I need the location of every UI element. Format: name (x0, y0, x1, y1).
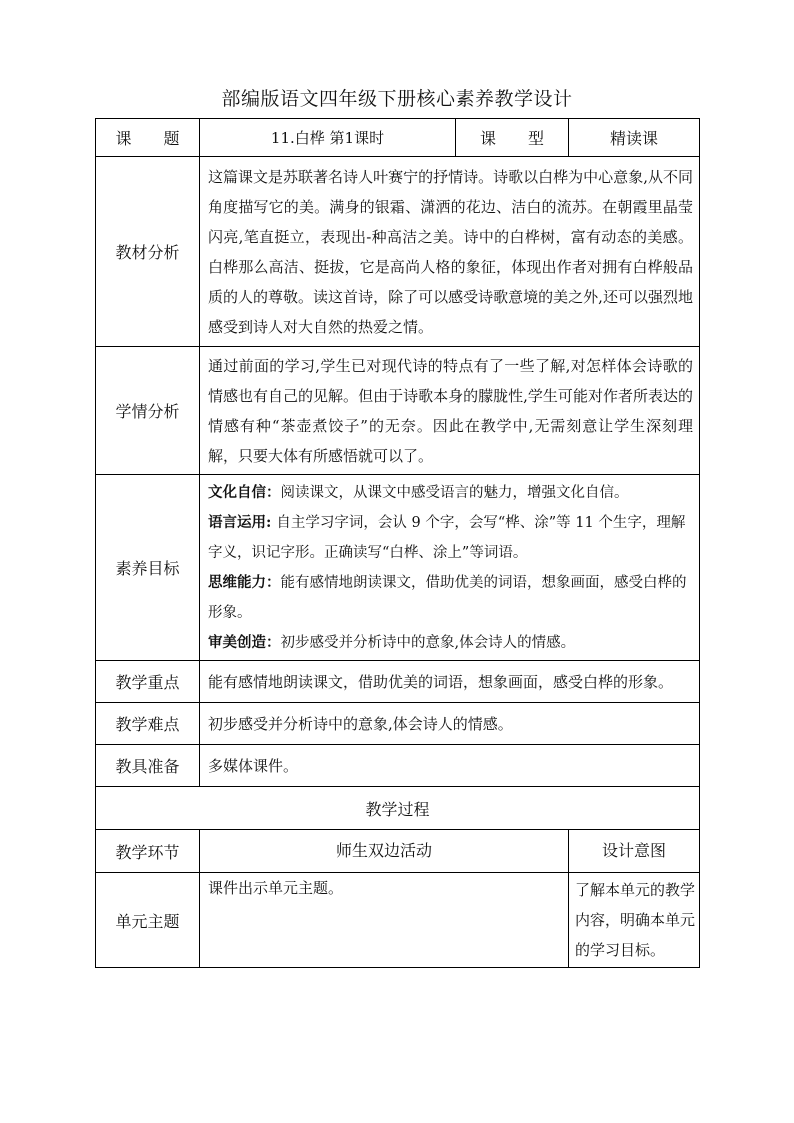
key-point-row (96, 661, 700, 703)
process-row (96, 873, 700, 968)
type-label: 课 型 (456, 119, 569, 157)
lesson-plan-table (95, 118, 700, 968)
process-intent: 了解本单元的教学内容，明确本单元的学习目标。 (569, 873, 700, 968)
goal-item (208, 508, 693, 568)
textbook-analysis-row (96, 157, 700, 347)
header-row (96, 119, 700, 157)
process-activity: 课件出示单元主题。 (200, 873, 569, 968)
tools-label: 教具准备 (96, 745, 200, 787)
student-analysis-text: 通过前面的学习,学生已对现代诗的特点有了一些了解,对怎样体会诗歌的情感也有自己的见解。但由于诗歌本身的朦胧性,学生可能对作者所表达的情感有种“茶壶煮饺子”的无奈。因此在教学中,无需刻意让学生深刻理解，只要大体有所感悟就可以了。 (200, 347, 700, 475)
goal-head: 文化自信 (208, 483, 266, 501)
process-heading: 教学过程 (96, 787, 700, 830)
goal-sep: ： (266, 633, 281, 651)
student-analysis-row (96, 347, 700, 475)
goal-sep: ： (266, 483, 281, 501)
goal-item (208, 478, 693, 508)
goal-sep: ： (266, 573, 281, 591)
key-point-label: 教学重点 (96, 661, 200, 703)
document-title: 部编版语文四年级下册核心素养教学设计 (221, 88, 573, 110)
textbook-analysis-label: 教材分析 (96, 157, 200, 347)
goal-head: 思维能力 (208, 573, 266, 591)
difficulty-text: 初步感受并分析诗中的意象,体会诗人的情感。 (200, 703, 700, 745)
process-columns-row (96, 830, 700, 873)
process-heading-row (96, 787, 700, 830)
difficulty-label: 教学难点 (96, 703, 200, 745)
goal-text: 能有感情地朗读课文，借助优美的词语，想象画面，感受白桦的形象。 (208, 574, 687, 621)
goal-head: 语言运用 (208, 513, 266, 531)
column-intent: 设计意图 (569, 830, 700, 873)
type-value: 精读课 (569, 119, 700, 157)
lesson-label: 课 题 (96, 119, 200, 157)
tools-text: 多媒体课件。 (200, 745, 700, 787)
difficulty-row (96, 703, 700, 745)
goal-item (208, 628, 693, 658)
goal-sep: : (266, 513, 277, 531)
key-point-text: 能有感情地朗读课文，借助优美的词语，想象画面，感受白桦的形象。 (200, 661, 700, 703)
tools-row (96, 745, 700, 787)
goal-text: 初步感受并分析诗中的意象,体会诗人的情感。 (280, 634, 576, 651)
goal-text: 阅读课文，从课文中感受语言的魅力，增强文化自信。 (280, 484, 629, 501)
student-analysis-label: 学情分析 (96, 347, 200, 475)
process-stage: 单元主题 (96, 873, 200, 968)
goal-text: 自主学习字词，会认 9 个字，会写“桦、涂”等 11 个生字，理解字义，识记字形。正确读写“白桦、涂上”等词语。 (208, 514, 686, 561)
literacy-goals-row (96, 475, 700, 661)
column-activity: 师生双边活动 (200, 830, 569, 873)
goal-item (208, 568, 693, 628)
literacy-goals-list (200, 475, 700, 661)
literacy-goals-label: 素养目标 (96, 475, 200, 661)
goal-head: 审美创造 (208, 633, 266, 651)
column-stage: 教学环节 (96, 830, 200, 873)
lesson-value: 11.白桦 第1课时 (200, 119, 456, 157)
textbook-analysis-text: 这篇课文是苏联著名诗人叶赛宁的抒情诗。诗歌以白桦为中心意象,从不同角度描写它的美。满身的银霜、潇洒的花边、洁白的流苏。在朝霞里晶莹闪亮,笔直挺立，表现出-种高洁之美。诗中的白桦树，富有动态的美感。白桦那么高洁、挺拔，它是高尚人格的象征，体现出作者对拥有白桦般品质的人的尊敬。读这首诗，除了可以感受诗歌意境的美之外,还可以强烈地感受到诗人对大自然的热爱之情。 (200, 157, 700, 347)
